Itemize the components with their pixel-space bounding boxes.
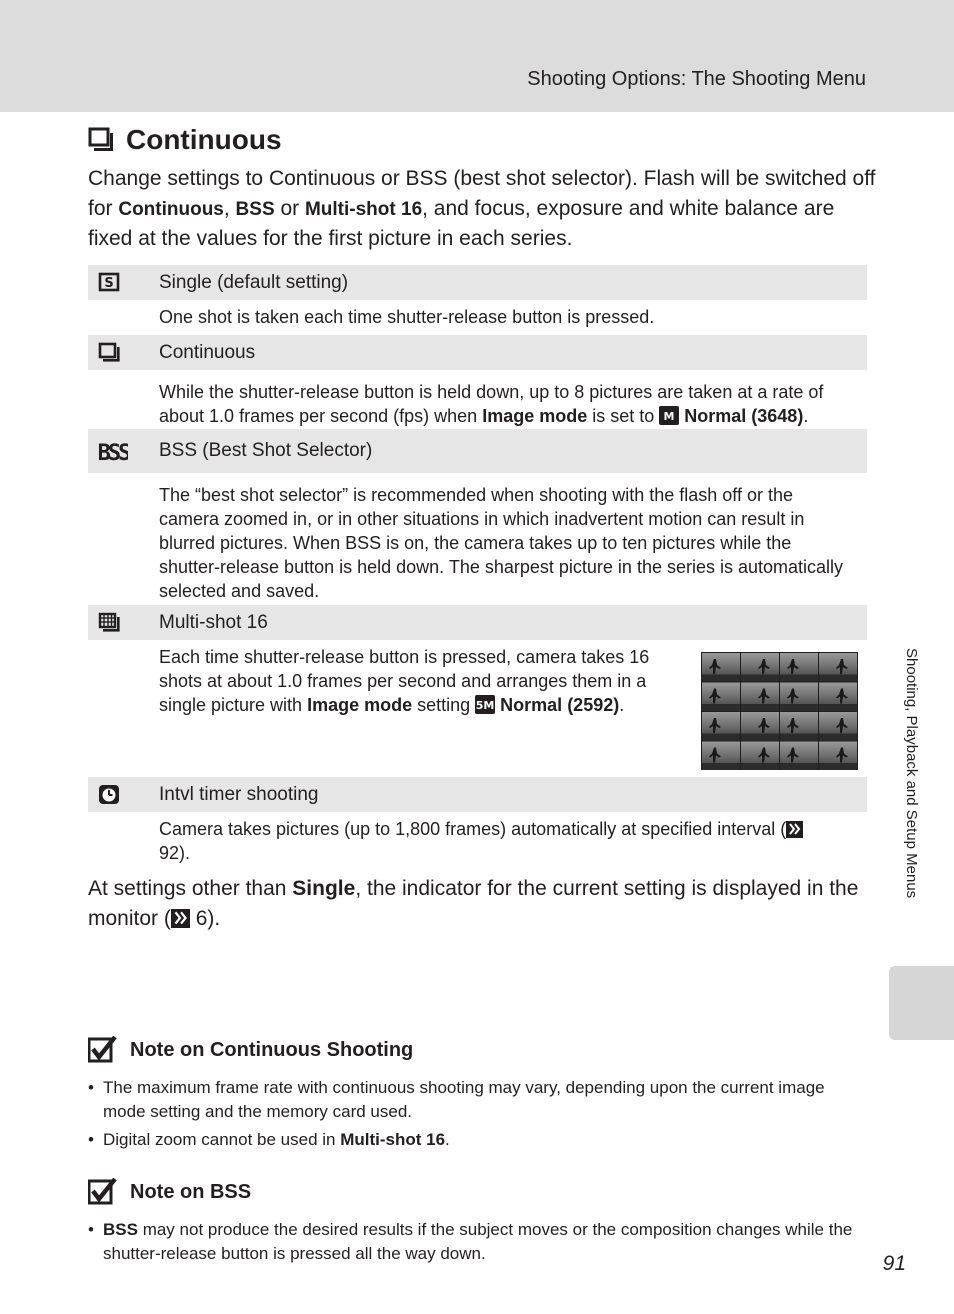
thumbnail-ground <box>741 734 779 741</box>
svg-text:BSS: BSS <box>98 441 128 465</box>
list-text: Digital zoom cannot be used in <box>103 1130 341 1149</box>
after-text: , the indicator for the current setting is displayed in the monitor ( <box>88 877 859 930</box>
note-continuous-list <box>88 1076 868 1156</box>
intro-paragraph <box>88 164 878 254</box>
svg-text:S: S <box>104 275 114 291</box>
list-text: may not produce the desired results if the subject moves or the composition changes while the shutter-release button is pressed all the way down. <box>103 1220 853 1263</box>
option-multishot-label: Multi-shot 16 <box>159 611 268 633</box>
desc-text: Camera takes pictures (up to 1,800 frames) automatically at specified interval ( <box>159 819 787 839</box>
list-item <box>88 1128 868 1152</box>
thumbnail-ground <box>702 734 740 741</box>
page-reference-icon <box>786 821 803 838</box>
desc-text: . <box>803 406 809 426</box>
option-interval-header <box>88 777 867 812</box>
desc-bold: Image mode <box>307 695 413 715</box>
list-bold: BSS <box>103 1220 138 1239</box>
option-bss-desc: The “best shot selector” is recommended when shooting with the flash off or the camera zoomed in, or in other situations in which inadvertent motion can result in blurred pictures. When BSS is on, the camera takes up to ten pictures while the shutter-release button is held down. The sharpest picture in the series is automatically selected and saved. <box>159 485 844 601</box>
intro-bold-bss: BSS <box>235 198 275 220</box>
after-text: 6). <box>189 906 221 930</box>
desc-bold: Normal (2592) <box>500 695 620 715</box>
svg-text:5M: 5M <box>475 699 495 712</box>
intro-bold-multishot: Multi-shot 16 <box>304 198 423 220</box>
bss-icon <box>98 437 128 465</box>
option-single-label: Single (default setting) <box>159 271 349 293</box>
intro-sep: , <box>223 196 236 220</box>
list-text: . <box>445 1130 450 1149</box>
intro-text: , and focus, exposure and white balance are fixed at the values for the first picture in each series. <box>88 196 835 250</box>
image-mode-10m-icon <box>659 406 679 425</box>
list-bold: Multi-shot 16 <box>340 1130 446 1149</box>
page-title-text: Continuous <box>126 124 282 155</box>
thumbnail-ground <box>819 734 857 741</box>
intro-sep: or <box>274 196 305 220</box>
option-bss-label: BSS (Best Shot Selector) <box>159 440 373 461</box>
image-mode-5m-icon <box>475 695 495 714</box>
continuous-icon <box>98 342 122 364</box>
thumbnail-ground <box>780 675 818 682</box>
desc-text: 92). <box>159 843 191 863</box>
thumbnail-ground <box>702 675 740 682</box>
desc-text: Each time shutter-release button is pressed, camera takes 16 shots at about 1.0 frames per second and arranges them in a single picture with <box>159 647 650 715</box>
after-bold: Single <box>292 877 356 900</box>
thumbnail-ground <box>741 763 779 770</box>
page-reference-icon <box>171 909 190 928</box>
options-table <box>88 265 867 868</box>
desc-text: . <box>619 695 625 715</box>
thumbnail-ground <box>819 704 857 711</box>
section-tab <box>889 966 954 1040</box>
continuous-icon <box>88 127 118 153</box>
option-single-header <box>88 265 867 300</box>
option-single-desc: One shot is taken each time shutter-release button is pressed. <box>159 307 655 327</box>
checkmark-note-icon <box>88 1036 118 1064</box>
option-continuous-label: Continuous <box>159 341 256 363</box>
thumbnail-ground <box>702 704 740 711</box>
header-title: Shooting Options: The Shooting Menu <box>527 68 866 90</box>
intro-bold-continuous: Continuous <box>118 198 224 220</box>
list-item: • The maximum frame rate with continuous shooting may vary, depending upon the current image mode setting and the memory card used. <box>88 1076 868 1124</box>
option-multishot-header <box>88 605 867 640</box>
interval-timer-icon <box>98 784 122 806</box>
intro-text: Change settings to Continuous or BSS (best shot selector). Flash will be switched off for <box>88 167 876 220</box>
option-interval-label: Intvl timer shooting <box>159 783 319 805</box>
thumbnail-ground <box>780 763 818 770</box>
option-continuous-header <box>88 335 867 370</box>
settings-indicator-paragraph <box>88 874 868 933</box>
page-title <box>88 124 282 156</box>
thumbnail-ground <box>819 763 857 770</box>
section-side-label: Shooting, Playback and Setup Menus <box>903 648 920 899</box>
multi-shot-sample-image <box>701 652 858 770</box>
thumbnail-ground <box>741 704 779 711</box>
note-continuous-title <box>88 1036 413 1064</box>
desc-bold: Normal (3648) <box>684 406 804 426</box>
desc-text: is set to <box>587 406 660 426</box>
desc-text: setting <box>412 695 476 715</box>
header-band <box>0 0 954 112</box>
list-item <box>88 1218 868 1266</box>
thumbnail-ground <box>780 704 818 711</box>
desc-text: While the shutter-release button is held down, up to 8 pictures are taken at a rate of about 1.0 frames per second (fps) when <box>159 382 824 426</box>
thumbnail-ground <box>819 675 857 682</box>
thumbnail-ground <box>741 675 779 682</box>
note-bss-title <box>88 1178 251 1206</box>
desc-bold: Image mode <box>482 406 588 426</box>
option-bss-header <box>88 429 867 473</box>
page-number: 91 <box>882 1252 906 1275</box>
note-title-text: Note on BSS <box>130 1180 252 1203</box>
single-frame-icon <box>98 272 122 294</box>
option-continuous-desc <box>88 370 867 429</box>
thumbnail-ground <box>780 734 818 741</box>
note-bss-list <box>88 1218 868 1270</box>
checkmark-note-icon <box>88 1178 118 1206</box>
option-multishot-desc <box>88 640 867 777</box>
thumbnail-ground <box>702 763 740 770</box>
multi-shot-icon <box>98 612 122 634</box>
after-text: At settings other than <box>88 877 293 900</box>
note-title-text: Note on Continuous Shooting <box>130 1038 414 1061</box>
option-interval-desc <box>88 812 867 868</box>
svg-text:M: M <box>663 410 675 423</box>
